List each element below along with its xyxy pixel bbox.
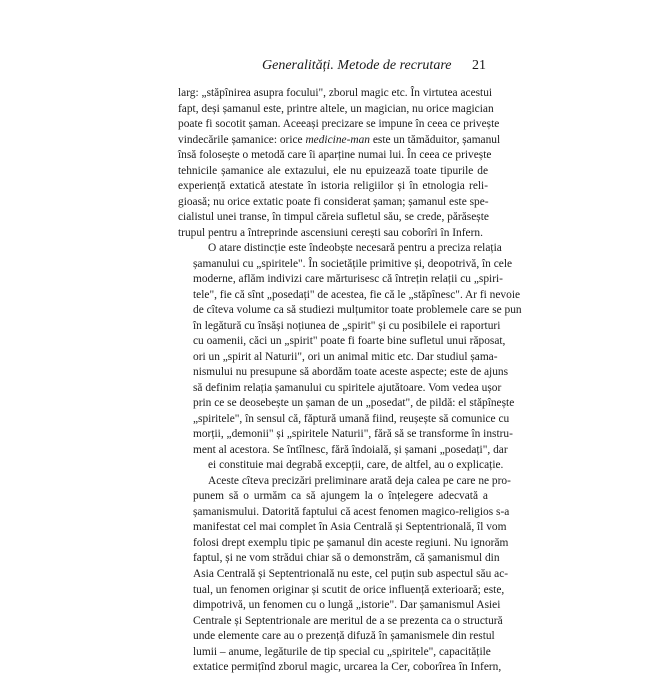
text-line: însă folosește o metodă care îi aparține numai lui. În ceea ce privește xyxy=(178,149,492,162)
italic-term: medicine-man xyxy=(305,133,370,146)
text-line: unde elemente care au o prezență difuză în șamanismele din restul xyxy=(193,630,495,643)
text-line: cialistul unei transe, în timpul căreia sufletul său, se crede, părăsește xyxy=(178,211,489,224)
text-line: tele", fie că sînt „posedați" de acestea, fie că le „stăpînesc". Ar fi nevoie xyxy=(193,288,521,301)
text-line: experiență extatică atestate în istoria religiilor și în etnologia reli- xyxy=(178,180,488,193)
text-line: prin ce se deosebește un șaman de un „posedat", de pildă: el stăpînește xyxy=(193,397,515,410)
text-line: faptul, și ne vom strădui chiar să o demonstrăm, că șamanismul din xyxy=(193,552,500,565)
text-line: punem să o urmăm ca să ajungem la o înțelegere adecvată a xyxy=(193,490,488,503)
text-line: vindecările șamanice: orice medicine-man este un tămăduitor, șamanul xyxy=(178,133,501,146)
text-line: tehnicile șamanice ale extazului, ele nu epuizează toate tipurile de xyxy=(178,164,488,177)
text-line: Aceste cîteva precizări preliminare arată deja calea pe care ne pro- xyxy=(208,474,511,487)
text-line: Asia Centrală și Septentrională nu este, cel puțin sub aspectul său ac- xyxy=(193,567,509,580)
text-line: în legătură cu însăși noțiunea de „spirit" și cu posibilele ei raporturi xyxy=(193,319,501,332)
text-line: ment al acestora. Se întîlnesc, fără îndoială, și șamani „posedați", dar xyxy=(193,443,508,456)
text-line: șamanului cu „spiritele". În societățile primitive și, deopotrivă, în cele xyxy=(193,257,513,270)
text-line: poate fi socotit șaman. Aceeași precizare se impune în ceea ce privește xyxy=(178,118,500,131)
text-line: de cîteva volume ca să studiezi mulțumitor toate problemele care se pun xyxy=(193,304,522,317)
text-line: tual, un fenomen originar și scutit de orice influență exterioară; este, xyxy=(193,583,505,596)
text-line: folosi drept exemplu tipic pe șamanul din aceste regiuni. Nu ignorăm xyxy=(193,536,509,549)
text-line: dimpotrivă, un fenomen cu o lungă „istorie". Dar șamanismul Asiei xyxy=(193,599,501,612)
text-line: O atare distincție este îndeobște necesară pentru a preciza relația xyxy=(208,242,502,255)
paragraph-2 xyxy=(178,241,522,474)
text-line: ei constituie mai degrabă excepții, care, de altfel, au o explicație. xyxy=(208,459,504,472)
text-line: „spiritele", în sensul că, făptură umană fiind, reușește să comunice cu xyxy=(193,412,510,425)
body-text xyxy=(178,86,522,676)
text-line: manifestat cel mai complet în Asia Centrală și Septentrională, îl vom xyxy=(193,521,507,534)
paragraph-3 xyxy=(178,474,511,676)
text-line: să definim relația șamanului cu spiritele ajutătoare. Vom vedea ușor xyxy=(193,381,502,394)
page-number: 21 xyxy=(472,58,486,73)
text-line: ori un „spirit al Naturii", ori un animal mitic etc. Dar studiul șama- xyxy=(193,350,498,363)
text-line: larg: „stăpînirea asupra focului", zborul magic etc. În virtutea acestui xyxy=(178,87,493,99)
running-head xyxy=(178,57,488,75)
text-line: lumii – anume, legăturile de tip special cu „spiritele", capacitățile xyxy=(193,645,491,658)
text-line: gioasă; nu orice extatic poate fi considerat șaman; șamanul este spe- xyxy=(178,195,489,208)
paragraph-1 xyxy=(178,86,501,241)
text-line: șamanismului. Datorită faptului că acest fenomen magico-religios s-a xyxy=(193,505,510,518)
running-title: Generalități. Metode de recrutare xyxy=(262,58,452,73)
text-line: morții, „demonii" și „spiritele Naturii", fără să se transforme în instru- xyxy=(193,428,513,441)
text-line: nismului nu presupune să abordăm toate aceste aspecte; este de ajuns xyxy=(193,366,509,379)
text-line: Centrale și Septentrionale are meritul de a se prezenta ca o structură xyxy=(193,614,503,627)
text-line: cu oamenii, căci un „spirit" poate fi foarte bine sufletul unui răposat, xyxy=(193,335,506,348)
text-line: trupul pentru a întreprinde ascensiuni cerești sau coborîri în Infern. xyxy=(178,226,483,239)
text-line: extatice permițînd zborul magic, urcarea la Cer, coborîrea în Infern, xyxy=(193,661,502,674)
text-line: fapt, deși șamanul este, printre altele, un magician, nu orice magician xyxy=(178,102,494,115)
text-line: moderne, aflăm indivizi care mărturisesc că întrețin relații cu „spiri- xyxy=(193,273,503,286)
